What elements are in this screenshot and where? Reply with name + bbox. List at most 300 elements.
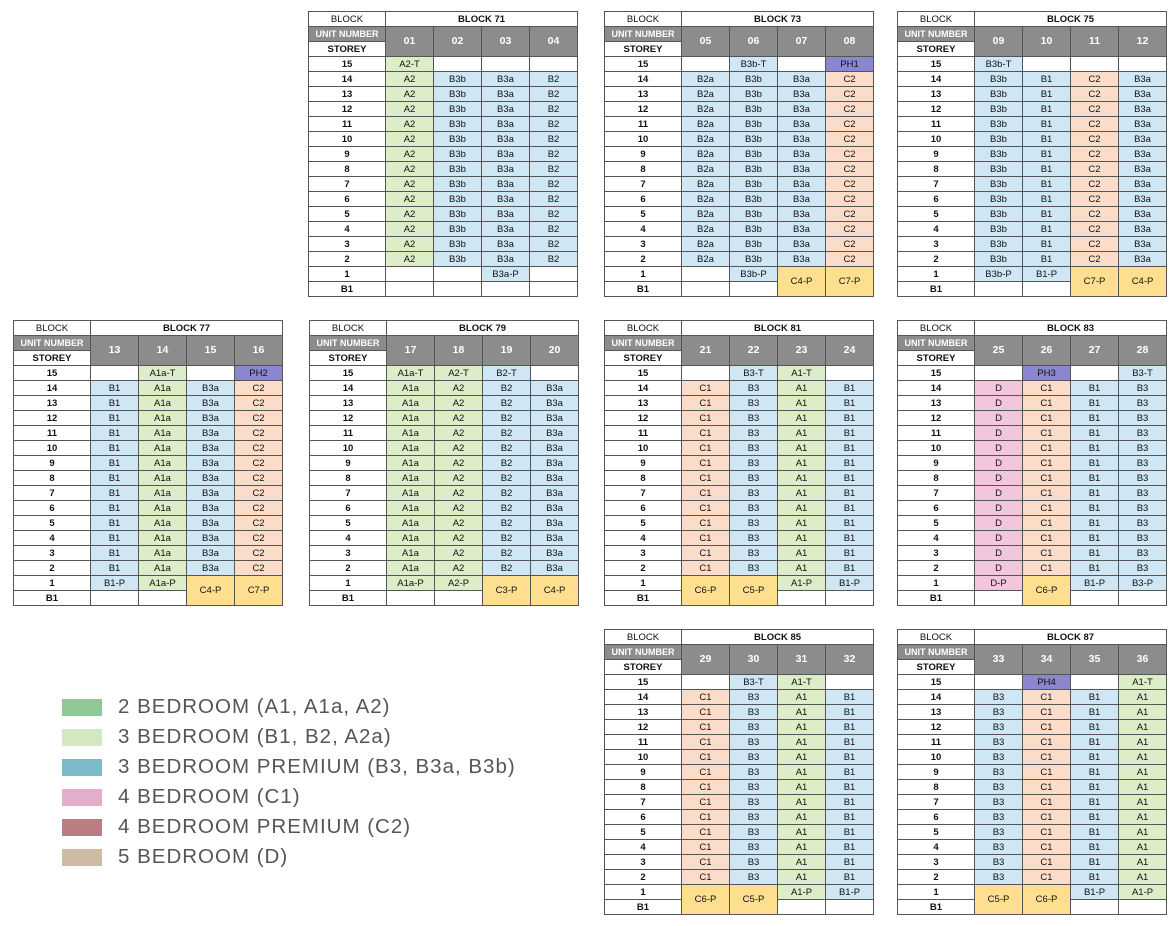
unit-cell: B1 (1071, 690, 1119, 705)
unit-cell: B3a (482, 162, 530, 177)
unit-cell: B3b (434, 222, 482, 237)
unit-cell: B1 (826, 516, 874, 531)
unit-cell (778, 57, 826, 72)
unit-cell: B3 (730, 810, 778, 825)
unit-cell: A1 (1119, 855, 1167, 870)
unit-cell: B1 (1071, 705, 1119, 720)
unit-cell (387, 591, 435, 606)
unit-cell: B1 (826, 381, 874, 396)
block-name: BLOCK 81 (682, 321, 874, 336)
unit-cell: C1 (1023, 870, 1071, 885)
unit-cell: B1 (91, 441, 139, 456)
unit-cell: D (975, 396, 1023, 411)
unit-cell: C1 (682, 396, 730, 411)
unit-cell: B2 (483, 381, 531, 396)
unit-cell: A1a (387, 486, 435, 501)
unit-cell: A2 (435, 531, 483, 546)
unit-cell: A2 (386, 72, 434, 87)
unit-cell: C7-P (1071, 267, 1119, 297)
unit-cell: B1 (1071, 411, 1119, 426)
unit-cell: B1 (826, 546, 874, 561)
unit-cell: B1 (826, 486, 874, 501)
unit-cell (1071, 366, 1119, 381)
unit-number: 09 (975, 27, 1023, 57)
storey-number: 5 (605, 825, 682, 840)
unit-cell: B3a (1119, 102, 1167, 117)
unit-cell: A2-P (435, 576, 483, 591)
unit-cell: D (975, 381, 1023, 396)
unit-cell (531, 366, 579, 381)
unit-cell: A1 (778, 825, 826, 840)
storey-number: 1 (605, 576, 682, 591)
unit-cell: B1 (1071, 441, 1119, 456)
unit-cell: B3 (730, 546, 778, 561)
storey-number: 9 (14, 456, 91, 471)
unit-cell: C1 (682, 456, 730, 471)
unit-cell: C2 (235, 396, 283, 411)
storey-number: 8 (310, 471, 387, 486)
unit-cell: B3a (187, 531, 235, 546)
unit-cell: A1 (778, 471, 826, 486)
storey-number: 7 (605, 486, 682, 501)
unit-cell: A1a-P (139, 576, 187, 591)
block-label: BLOCK (898, 630, 975, 645)
storey-number: 4 (898, 222, 975, 237)
unit-cell (1119, 591, 1167, 606)
storey-number: 5 (310, 516, 387, 531)
unit-cell: B1 (1071, 501, 1119, 516)
unit-cell (139, 591, 187, 606)
unit-cell (1023, 57, 1071, 72)
unit-cell: C1 (1023, 471, 1071, 486)
unit-cell: B2 (483, 441, 531, 456)
unit-cell: A1a (139, 486, 187, 501)
unit-cell: C6-P (1023, 885, 1071, 915)
unit-cell: B3b (434, 147, 482, 162)
unit-cell: A1a (387, 441, 435, 456)
unit-cell: C4-P (187, 576, 235, 606)
unit-number: 05 (682, 27, 730, 57)
unit-cell: C2 (235, 456, 283, 471)
unit-number: 12 (1119, 27, 1167, 57)
unit-cell: B3a (778, 207, 826, 222)
unit-number: 06 (730, 27, 778, 57)
unit-cell: B3 (975, 765, 1023, 780)
unit-cell: B1 (1023, 177, 1071, 192)
unit-cell: C2 (235, 546, 283, 561)
unit-cell: A2 (386, 132, 434, 147)
legend-label: 3 BEDROOM PREMIUM (B3, B3a, B3b) (118, 755, 516, 778)
unit-cell: B1 (826, 855, 874, 870)
unit-cell: C1 (1023, 735, 1071, 750)
unit-cell: B3 (730, 750, 778, 765)
storey-number: 2 (605, 252, 682, 267)
block-table (604, 320, 874, 606)
unit-cell: A1a (139, 456, 187, 471)
unit-cell: C1 (682, 441, 730, 456)
unit-cell: A2 (435, 411, 483, 426)
unit-cell: D (975, 546, 1023, 561)
unit-cell: A1 (778, 381, 826, 396)
unit-cell: C1 (1023, 426, 1071, 441)
unit-cell: A1 (778, 765, 826, 780)
unit-cell (91, 366, 139, 381)
unit-cell (1071, 57, 1119, 72)
unit-number-label: UNIT NUMBER (14, 336, 91, 351)
unit-cell: B3a (1119, 147, 1167, 162)
unit-cell: B3 (1119, 561, 1167, 576)
unit-number: 29 (682, 645, 730, 675)
unit-cell: B3 (730, 840, 778, 855)
legend-swatch (62, 729, 102, 746)
storey-number: 6 (310, 501, 387, 516)
unit-cell: A1 (778, 501, 826, 516)
unit-cell: B2a (682, 252, 730, 267)
unit-cell: B3 (730, 705, 778, 720)
unit-cell: B3a (778, 237, 826, 252)
unit-cell: B2a (682, 162, 730, 177)
block-table (308, 11, 578, 297)
unit-number: 35 (1071, 645, 1119, 675)
unit-cell: B3a (482, 222, 530, 237)
unit-cell: B3 (975, 825, 1023, 840)
unit-cell: B1 (1023, 207, 1071, 222)
block-label: BLOCK (605, 12, 682, 27)
unit-cell (530, 282, 578, 297)
storey-number: 12 (310, 411, 387, 426)
unit-cell: C2 (1071, 192, 1119, 207)
unit-cell: A2 (435, 516, 483, 531)
unit-cell: A1-T (1119, 675, 1167, 690)
unit-cell: C2 (826, 147, 874, 162)
unit-cell: B1 (91, 471, 139, 486)
unit-cell: A2 (435, 546, 483, 561)
unit-number: 07 (778, 27, 826, 57)
unit-cell: B1 (1071, 396, 1119, 411)
unit-cell: A1 (778, 750, 826, 765)
unit-cell: A1 (778, 735, 826, 750)
unit-cell: A2 (386, 87, 434, 102)
unit-cell: B3 (975, 780, 1023, 795)
unit-cell: B2 (483, 516, 531, 531)
storey-number: 12 (309, 102, 386, 117)
unit-cell: C1 (682, 720, 730, 735)
unit-number: 32 (826, 645, 874, 675)
unit-cell: C2 (826, 237, 874, 252)
unit-cell: B1 (1071, 795, 1119, 810)
unit-cell: B3b (975, 237, 1023, 252)
unit-cell: A2 (386, 177, 434, 192)
unit-number-label: UNIT NUMBER (898, 645, 975, 660)
unit-cell: C1 (682, 840, 730, 855)
unit-cell: B2 (483, 426, 531, 441)
storey-number: B1 (605, 591, 682, 606)
unit-cell (91, 591, 139, 606)
legend-swatch (62, 849, 102, 866)
unit-cell: B2 (530, 132, 578, 147)
unit-cell: B3a (482, 87, 530, 102)
unit-cell: B1 (826, 441, 874, 456)
unit-cell: PH4 (1023, 675, 1071, 690)
storey-number: 6 (898, 810, 975, 825)
storey-number: 7 (605, 795, 682, 810)
unit-cell: B3a (187, 501, 235, 516)
unit-cell: B1-P (91, 576, 139, 591)
unit-number: 04 (530, 27, 578, 57)
unit-cell: B1 (826, 411, 874, 426)
storey-number: 1 (309, 267, 386, 282)
storey-number: 7 (309, 177, 386, 192)
unit-cell: C2 (235, 411, 283, 426)
unit-cell: A2 (435, 456, 483, 471)
unit-cell: B1 (91, 561, 139, 576)
storey-number: 9 (605, 765, 682, 780)
storey-number: 7 (310, 486, 387, 501)
unit-cell: B3 (975, 855, 1023, 870)
unit-cell: B3a (482, 252, 530, 267)
unit-number: 36 (1119, 645, 1167, 675)
unit-cell: B3a (1119, 87, 1167, 102)
unit-cell: B1 (1023, 117, 1071, 132)
storey-number: 9 (898, 147, 975, 162)
storey-number: 1 (898, 267, 975, 282)
unit-number: 33 (975, 645, 1023, 675)
unit-cell: A1 (1119, 810, 1167, 825)
legend-label: 2 BEDROOM (A1, A1a, A2) (118, 695, 391, 718)
unit-cell: C2 (235, 441, 283, 456)
storey-number: 9 (309, 147, 386, 162)
unit-cell: B1 (1071, 810, 1119, 825)
storey-number: 15 (310, 366, 387, 381)
unit-cell: A1-P (778, 576, 826, 591)
unit-number: 21 (682, 336, 730, 366)
unit-number: 26 (1023, 336, 1071, 366)
unit-cell: B1 (91, 486, 139, 501)
unit-cell: B1 (1071, 840, 1119, 855)
unit-cell: B1 (91, 516, 139, 531)
unit-cell: C1 (1023, 546, 1071, 561)
storey-number: B1 (310, 591, 387, 606)
unit-cell: B3 (730, 471, 778, 486)
unit-cell: D (975, 411, 1023, 426)
storey-number: 11 (898, 426, 975, 441)
unit-number-label: UNIT NUMBER (605, 645, 682, 660)
unit-cell: C1 (1023, 456, 1071, 471)
storey-number: 7 (14, 486, 91, 501)
unit-cell: B1 (1071, 546, 1119, 561)
unit-cell: B3 (1119, 456, 1167, 471)
unit-cell (1119, 57, 1167, 72)
storey-number: 4 (898, 840, 975, 855)
unit-cell: B2 (530, 147, 578, 162)
unit-cell: B1 (91, 501, 139, 516)
unit-cell: B3a (531, 501, 579, 516)
legend-item (62, 782, 516, 812)
unit-cell: B3 (1119, 396, 1167, 411)
block-table (13, 320, 283, 606)
unit-cell: D (975, 456, 1023, 471)
unit-cell: A2 (435, 561, 483, 576)
unit-cell: B3 (975, 690, 1023, 705)
unit-cell: B3 (975, 870, 1023, 885)
storey-number: 7 (898, 486, 975, 501)
storey-number: 14 (605, 72, 682, 87)
unit-cell: A1 (778, 705, 826, 720)
unit-cell: A1 (778, 516, 826, 531)
unit-cell: B3a (778, 252, 826, 267)
legend-swatch (62, 819, 102, 836)
unit-cell: B3a (1119, 72, 1167, 87)
unit-cell: B3 (730, 456, 778, 471)
unit-cell: D (975, 531, 1023, 546)
unit-cell: B3 (730, 855, 778, 870)
unit-cell: B1 (1023, 162, 1071, 177)
unit-cell: A1 (778, 795, 826, 810)
unit-cell: B3 (1119, 381, 1167, 396)
unit-cell: B2 (530, 87, 578, 102)
unit-cell: C1 (682, 735, 730, 750)
unit-cell: C1 (682, 471, 730, 486)
unit-cell: B1 (826, 456, 874, 471)
block-label: BLOCK (14, 321, 91, 336)
unit-cell: B1 (91, 396, 139, 411)
storey-number: 1 (605, 267, 682, 282)
unit-cell (1071, 675, 1119, 690)
unit-cell: A1a (387, 456, 435, 471)
storey-number: 10 (310, 441, 387, 456)
unit-cell (482, 282, 530, 297)
unit-cell: C1 (1023, 411, 1071, 426)
unit-cell: C1 (682, 486, 730, 501)
storey-number: 3 (898, 855, 975, 870)
unit-cell: C1 (682, 765, 730, 780)
unit-cell: B2 (530, 162, 578, 177)
unit-cell: B1 (826, 471, 874, 486)
unit-cell: B3a (187, 441, 235, 456)
storey-number: 9 (898, 765, 975, 780)
unit-cell: B3a (778, 132, 826, 147)
unit-cell: B3 (975, 795, 1023, 810)
storey-label: STOREY (605, 351, 682, 366)
unit-cell: B2a (682, 192, 730, 207)
unit-cell: B1 (826, 735, 874, 750)
unit-cell: B2 (530, 237, 578, 252)
unit-cell: B2a (682, 72, 730, 87)
storey-number: 6 (898, 192, 975, 207)
unit-cell: B2a (682, 222, 730, 237)
storey-number: 1 (898, 576, 975, 591)
unit-cell: B3 (730, 531, 778, 546)
unit-cell: B3a (187, 396, 235, 411)
unit-cell: C1 (1023, 795, 1071, 810)
unit-cell: B1 (1071, 471, 1119, 486)
unit-cell: A1a (139, 426, 187, 441)
unit-cell: B3 (1119, 426, 1167, 441)
storey-number: 11 (898, 735, 975, 750)
unit-cell: A1a (387, 471, 435, 486)
unit-cell: B2 (483, 531, 531, 546)
unit-cell: C1 (1023, 720, 1071, 735)
unit-number-label: UNIT NUMBER (309, 27, 386, 42)
unit-cell: B2a (682, 177, 730, 192)
storey-number: B1 (898, 591, 975, 606)
unit-cell: B3b (434, 252, 482, 267)
unit-cell: C1 (1023, 780, 1071, 795)
unit-cell: B3a (482, 207, 530, 222)
unit-cell: B3 (1119, 546, 1167, 561)
unit-number: 25 (975, 336, 1023, 366)
unit-cell: C2 (1071, 222, 1119, 237)
storey-number: 11 (14, 426, 91, 441)
legend-item (62, 812, 516, 842)
unit-cell: C2 (1071, 87, 1119, 102)
storey-label: STOREY (310, 351, 387, 366)
unit-cell: B3b (975, 162, 1023, 177)
unit-number: 13 (91, 336, 139, 366)
unit-cell: B1-P (1023, 267, 1071, 282)
unit-cell: B3a (531, 381, 579, 396)
unit-cell: B3 (730, 825, 778, 840)
unit-cell: B2 (483, 546, 531, 561)
unit-cell: B3b (730, 237, 778, 252)
unit-cell: B3b (434, 117, 482, 132)
unit-cell: B1 (1071, 456, 1119, 471)
legend-label: 5 BEDROOM (D) (118, 845, 289, 868)
unit-number: 28 (1119, 336, 1167, 366)
storey-number: 14 (605, 690, 682, 705)
unit-cell: B3b (975, 147, 1023, 162)
unit-cell: B3 (975, 750, 1023, 765)
storey-number: 12 (898, 102, 975, 117)
unit-cell: C4-P (1119, 267, 1167, 297)
unit-cell: D (975, 486, 1023, 501)
unit-cell: A2 (386, 162, 434, 177)
storey-number: 6 (14, 501, 91, 516)
unit-cell: B1 (1023, 222, 1071, 237)
unit-cell: A2-T (386, 57, 434, 72)
unit-cell: B3b (975, 252, 1023, 267)
unit-cell: A1a (387, 531, 435, 546)
storey-number: 13 (14, 396, 91, 411)
unit-cell: B3b (730, 147, 778, 162)
unit-cell: B3a (531, 441, 579, 456)
unit-cell: A1 (778, 855, 826, 870)
unit-cell: C2 (826, 117, 874, 132)
unit-cell: PH2 (235, 366, 283, 381)
storey-number: 1 (310, 576, 387, 591)
unit-cell: B1 (1071, 765, 1119, 780)
unit-cell: C1 (1023, 486, 1071, 501)
unit-cell: B3b (434, 207, 482, 222)
storey-number: 8 (898, 162, 975, 177)
unit-cell: B3 (1119, 471, 1167, 486)
storey-number: 4 (605, 531, 682, 546)
unit-cell: B3a (778, 72, 826, 87)
unit-number-label: UNIT NUMBER (898, 27, 975, 42)
unit-number: 24 (826, 336, 874, 366)
unit-cell: B2 (530, 177, 578, 192)
unit-cell: C1 (682, 780, 730, 795)
unit-cell: C2 (826, 72, 874, 87)
unit-cell: B3 (730, 501, 778, 516)
unit-cell: B2 (530, 252, 578, 267)
unit-cell: A1a (139, 531, 187, 546)
unit-cell: C1 (682, 810, 730, 825)
storey-number: 12 (898, 411, 975, 426)
storey-number: 8 (605, 780, 682, 795)
unit-cell: B1 (1023, 252, 1071, 267)
storey-label: STOREY (605, 660, 682, 675)
